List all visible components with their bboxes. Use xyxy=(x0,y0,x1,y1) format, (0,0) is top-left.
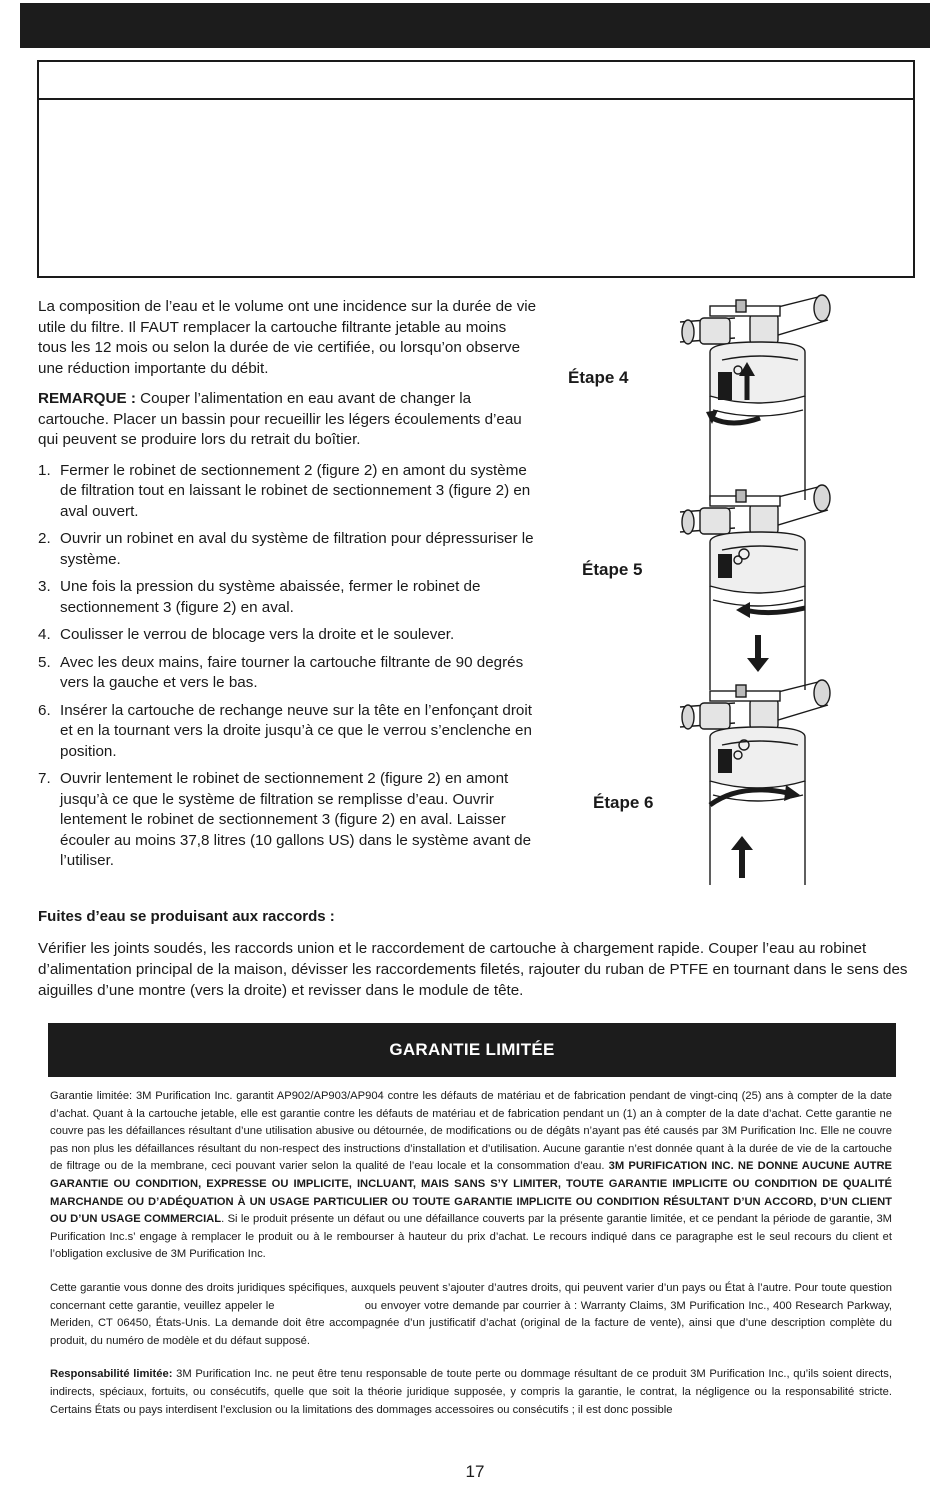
step-text: Ouvrir un robinet en aval du système de filtration pour dépressuriser le système. xyxy=(60,530,534,568)
list-item xyxy=(38,529,538,570)
filter-step-4 xyxy=(680,295,830,500)
warranty-text xyxy=(50,1088,896,1435)
arrow-down-icon xyxy=(747,635,769,672)
warranty-p1-end: . Si le produit présente un défaut ou une défaillance couverts par la présente garantie limitée, et ce pendant la période de garantie, 3M Purification Inc.s’ engage à remplacer le produit ou à le rembourser à hauteur du prix d’achat. Le recours indiqué dans ce paragraphe est le seul recours du client et l’obligation exclusive de 3M Purification Inc. xyxy=(50,1213,892,1261)
warranty-paragraph-2: Cette garantie vous donne des droits juridiques spécifiques, auxquels peuvent s’ajouter d’autres droits, qui peuvent varier d’un pays ou État à l’autre. Pour toute question concernant cette garantie, veuillez appeler le ou envoyer votre demande par courrier à : Warranty Claims, 3M Purification Inc., 400 Research Parkway, Meriden, CT 06450, États-Unis. La demande doit être accompagnée d’un justificatif d’achat (original de la facture de vente), ainsi que d’une description complète du produit, du numéro de modèle et du défaut supposé. xyxy=(50,1281,896,1347)
step-text: Insérer la cartouche de rechange neuve sur la tête en l’enfonçant droit et en la tournant vers la droite jusqu’à ce que le verrou s’enclenche en position. xyxy=(60,701,532,760)
warranty-title: GARANTIE LIMITÉE xyxy=(389,1040,555,1059)
step-number: 3. xyxy=(38,578,51,595)
leak-heading: Fuites d’eau se produisant aux raccords : xyxy=(38,908,335,925)
list-item xyxy=(38,461,538,523)
note-label: REMARQUE : xyxy=(38,390,136,407)
note-paragraph xyxy=(38,389,538,451)
step-number: 4. xyxy=(38,626,51,643)
warranty-disclaimer: 3M PURIFICATION INC. NE DONNE AUCUNE AUTRE GARANTIE OU CONDITION, EXPRESSE OU IMPLICITE, INCLUANT, MAIS SANS S’Y LIMITER, TOUTE GARANTIE IMPLICITE OU CONDITION DE QUALITÉ MARCHANDE OU D’ADÉQUATION À UN USAGE PARTICULIER OU TOUTE GARANTIE IMPLICITE OU CONDITION RÉSULTANT D’UN ACCORD, D’UN CLIENT OU D’UN USAGE COMMERCIAL xyxy=(50,1160,892,1226)
filter-replacement-figures xyxy=(560,290,890,890)
step-text: Fermer le robinet de sectionnement 2 (figure 2) en amont du système de filtration tout en laissant le robinet de sectionnement 3 (figure 2) en aval ouvert. xyxy=(60,461,531,520)
blank-content-box xyxy=(37,60,915,278)
list-item xyxy=(38,653,538,694)
step-text: Avec les deux mains, faire tourner la cartouche filtrante de 90 degrés vers la gauche et vers le bas. xyxy=(60,653,524,691)
list-item xyxy=(38,577,538,618)
leak-paragraph: Vérifier les joints soudés, les raccords union et le raccordement de cartouche à chargement rapide. Couper l’eau au robinet d’alimentation principal de la maison, dévisser les raccordements filetés, rajouter du ruban de PTFE en tournant dans le sens des aiguilles d’une montre (vers la droite) et revisser dans le module de tête. xyxy=(38,940,908,999)
etape-5-label: Étape 5 xyxy=(582,560,643,579)
warranty-p1-text: Garantie limitée: 3M Purification Inc. garantit AP902/AP903/AP904 contre les défauts de matériau et de fabrication pendant de vingt-cinq (25) ans à compter de la date d’achat. Quant à la cartouche jetable, elle est garantie contre les défauts de matériau et de fabrication pendant un (1) an à compter de la date d’achat. Cette garantie ne couvre pas les défaillances résultant d’une utilisation abusive ou détournée, de modifications ou de dégâts n’ayant pas été causés par 3M Purification Inc. Elle ne couvre pas non plus les défaillances résultant du non-respect des instructions d’installation et d’utilisation. Aucune garantie n’est donnée quant à la durée de vie de la cartouche de filtrage ou de la membrane, ceci pouvant varier selon la qualité de l’eau locale et la consommation d’eau. xyxy=(50,1090,892,1173)
header-bar xyxy=(20,3,930,48)
warranty-paragraph-1 xyxy=(50,1088,892,1264)
step-number: 6. xyxy=(38,701,51,719)
etape-4-label: Étape 4 xyxy=(568,368,629,387)
warranty-title-bar xyxy=(48,1023,896,1077)
step-number: 7. xyxy=(38,770,51,787)
step-number: 5. xyxy=(38,653,51,671)
note-text: Couper l’alimentation en eau avant de changer la cartouche. Placer un bassin pour recueillir les légers écoulements d’eau qui peuvent se produire lors du retrait du boîtier. xyxy=(38,390,522,448)
step-text: Coulisser le verrou de blocage vers la droite et le soulever. xyxy=(60,626,455,643)
liability-text: 3M Purification Inc. ne peut être tenu responsable de toute perte ou dommage résultant de ce produit 3M Purification Inc., qu’ils soient directs, indirects, spéciaux, fortuits, ou consécutifs, quelle que soit la théorie juridique supposée, y compris la garantie, le contrat, la négligence ou la responsabilité stricte. Certains États ou pays interdisent l’exclusion ou la limitations des dommages accessoires ou consécutifs ; il est donc possible xyxy=(50,1368,892,1416)
etape-6-label: Étape 6 xyxy=(593,793,654,812)
list-item xyxy=(38,701,538,763)
list-item xyxy=(38,769,538,872)
instructions-column xyxy=(38,297,538,879)
arrow-up-icon xyxy=(731,836,753,878)
step-text: Ouvrir lentement le robinet de sectionnement 2 (figure 2) en amont jusqu’à ce que le système de filtration se remplisse d’eau. Ouvrir lentement le robinet de sectionnement 3 (figure 2) en aval. Laisser écouler au moins 37,8 litres (10 gallons US) dans le système avant de l’utiliser. xyxy=(60,770,532,869)
steps-list xyxy=(38,461,538,872)
page-number: 17 xyxy=(465,1462,485,1481)
filter-step-6 xyxy=(680,680,830,885)
warranty-paragraph-3 xyxy=(50,1366,892,1419)
step-text: Une fois la pression du système abaissée, fermer le robinet de sectionnement 3 (figure 2) en aval. xyxy=(60,578,481,616)
intro-paragraph: La composition de l’eau et le volume ont une incidence sur la durée de vie utile du filtre. Il FAUT remplacer la cartouche filtrante jetable au moins tous les 12 mois ou selon la durée de vie certifiée, ou lorsqu’on observe une réduction importante du débit. xyxy=(38,298,537,377)
step-number: 2. xyxy=(38,530,51,547)
list-item xyxy=(38,625,538,646)
step-number: 1. xyxy=(38,461,51,479)
liability-label: Responsabilité limitée: xyxy=(50,1368,173,1381)
box-divider xyxy=(39,98,913,100)
